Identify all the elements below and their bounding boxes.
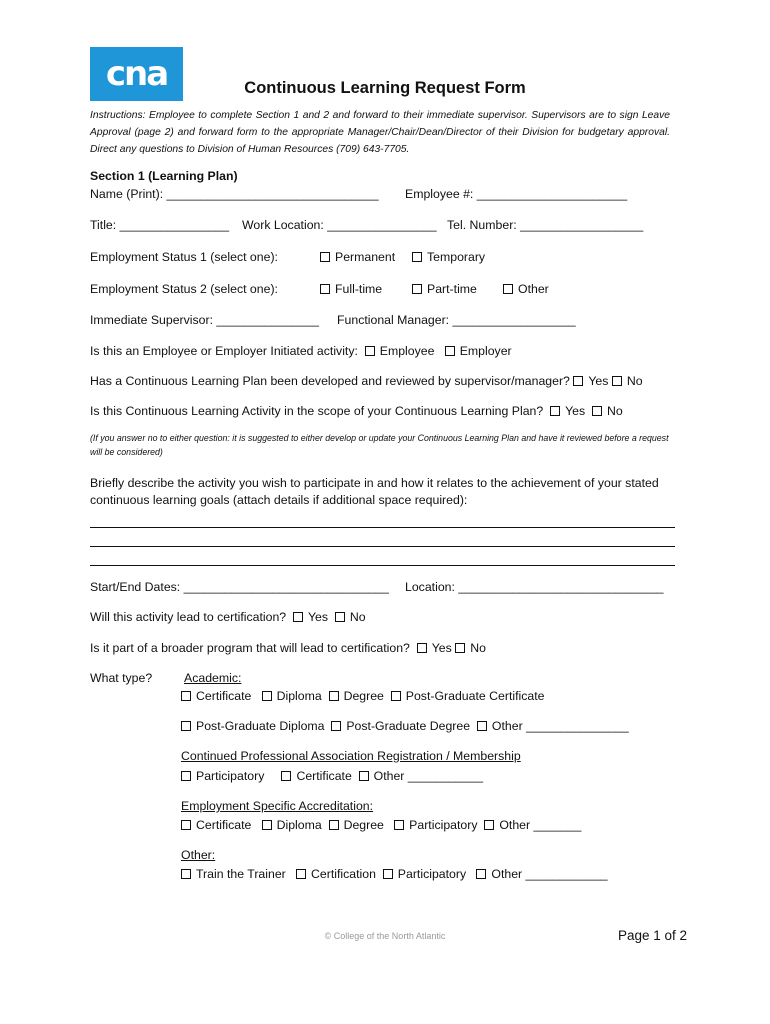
parttime-option[interactable]: Part-time xyxy=(412,282,477,296)
name-field[interactable]: Name (Print): _______________________________ xyxy=(90,187,379,201)
page-number: Page 1 of 2 xyxy=(618,928,688,943)
checkbox-icon[interactable] xyxy=(331,721,341,731)
instructions: Instructions: Employee to complete Section 1 and 2 and forward to their immediate supervisor. Supervisors are to sign Leave Approval (page 2) and forward form to the appropriate Manager/Chair/Dean/Director of their Division for budgetary approval. Direct any questions to Division of Human Resources (709) 643-7705. xyxy=(90,110,670,155)
checkbox-icon[interactable] xyxy=(262,820,272,830)
title-field[interactable]: Title: ________________ xyxy=(90,218,230,232)
supervisor-field[interactable]: Immediate Supervisor: _______________ xyxy=(90,313,320,327)
checkbox-icon[interactable] xyxy=(296,869,306,879)
checkbox-icon[interactable] xyxy=(293,612,303,622)
plan-question: Has a Continuous Learning Plan been developed and reviewed by supervisor/manager? Yes No xyxy=(90,374,643,388)
checkbox-icon[interactable] xyxy=(455,643,465,653)
checkbox-icon xyxy=(320,284,330,294)
other-status-option[interactable]: Other xyxy=(503,282,549,296)
checkbox-icon[interactable] xyxy=(573,376,583,386)
checkbox-icon xyxy=(412,284,422,294)
certification-question: Will this activity lead to certification? Yes No xyxy=(90,610,366,624)
professional-heading: Continued Professional Association Registration / Membership xyxy=(181,749,521,763)
checkbox-icon xyxy=(503,284,513,294)
permanent-option[interactable]: Permanent xyxy=(320,250,395,264)
checkbox-icon[interactable] xyxy=(476,869,486,879)
work-location-field[interactable]: Work Location: ________________ xyxy=(242,218,437,232)
checkbox-icon[interactable] xyxy=(484,820,494,830)
checkbox-icon[interactable] xyxy=(335,612,345,622)
checkbox-icon[interactable] xyxy=(592,406,602,416)
temporary-option[interactable]: Temporary xyxy=(412,250,485,264)
academic-heading: Academic: xyxy=(184,671,242,685)
status1-label: Employment Status 1 (select one): xyxy=(90,250,278,264)
section1-heading: Section 1 (Learning Plan) xyxy=(90,169,238,183)
checkbox-icon[interactable] xyxy=(181,869,191,879)
status2-label: Employment Status 2 (select one): xyxy=(90,282,278,296)
other-heading: Other: xyxy=(181,848,216,862)
tel-field[interactable]: Tel. Number: __________________ xyxy=(447,218,644,232)
checkbox-icon[interactable] xyxy=(262,691,272,701)
cna-logo: cna xyxy=(90,47,183,101)
other-row: Train the Trainer Certification Participatory Other ____________ xyxy=(181,867,608,881)
checkbox-icon[interactable] xyxy=(550,406,560,416)
employment-row: Certificate Diploma Degree Participatory Other _______ xyxy=(181,818,581,832)
checkbox-icon xyxy=(412,252,422,262)
academic-row2: Post-Graduate Diploma Post-Graduate Degree Other _______________ xyxy=(181,719,629,733)
employee-number-field[interactable]: Employee #: ______________________ xyxy=(405,187,628,201)
form-title: Continuous Learning Request Form xyxy=(244,79,526,97)
fulltime-option[interactable]: Full-time xyxy=(320,282,382,296)
manager-field[interactable]: Functional Manager: __________________ xyxy=(337,313,576,327)
footer-copyright: © College of the North Atlantic xyxy=(324,931,446,941)
checkbox-icon[interactable] xyxy=(181,820,191,830)
scope-question: Is this Continuous Learning Activity in the scope of your Continuous Learning Plan? Yes No xyxy=(90,404,623,418)
checkbox-icon[interactable] xyxy=(181,771,191,781)
checkbox-icon[interactable] xyxy=(329,820,339,830)
checkbox-icon[interactable] xyxy=(612,376,622,386)
checkbox-icon[interactable] xyxy=(181,721,191,731)
answer-line[interactable] xyxy=(90,546,675,547)
what-type-label: What type? xyxy=(90,671,153,685)
describe-prompt: Briefly describe the activity you wish to participate in and how it relates to the achievement of your stated continuous learning goals (attach details if additional space required): xyxy=(90,476,659,507)
checkbox-icon[interactable] xyxy=(394,820,404,830)
checkbox-icon[interactable] xyxy=(391,691,401,701)
checkbox-icon[interactable] xyxy=(477,721,487,731)
checkbox-icon[interactable] xyxy=(383,869,393,879)
answer-line[interactable] xyxy=(90,527,675,528)
academic-row1: Certificate Diploma Degree Post-Graduate Certificate xyxy=(181,689,545,703)
program-question: Is it part of a broader program that will lead to certification? Yes No xyxy=(90,641,486,655)
checkbox-icon[interactable] xyxy=(445,346,455,356)
checkbox-icon xyxy=(320,252,330,262)
checkbox-icon[interactable] xyxy=(181,691,191,701)
checkbox-icon[interactable] xyxy=(359,771,369,781)
initiated-question: Is this an Employee or Employer Initiated activity: Employee Employer xyxy=(90,344,512,358)
checkbox-icon[interactable] xyxy=(365,346,375,356)
professional-row: Participatory Certificate Other ___________ xyxy=(181,769,483,783)
checkbox-icon[interactable] xyxy=(329,691,339,701)
dates-field[interactable]: Start/End Dates: ______________________________ xyxy=(90,580,389,594)
checkbox-icon[interactable] xyxy=(281,771,291,781)
employment-heading: Employment Specific Accreditation: xyxy=(181,799,374,813)
note-text: (If you answer no to either question: it is suggested to either develop or update your Continuous Learning Plan and have it reviewed before a request will be considered) xyxy=(90,433,669,457)
location-field[interactable]: Location: ______________________________ xyxy=(405,580,664,594)
checkbox-icon[interactable] xyxy=(417,643,427,653)
answer-line[interactable] xyxy=(90,565,675,566)
